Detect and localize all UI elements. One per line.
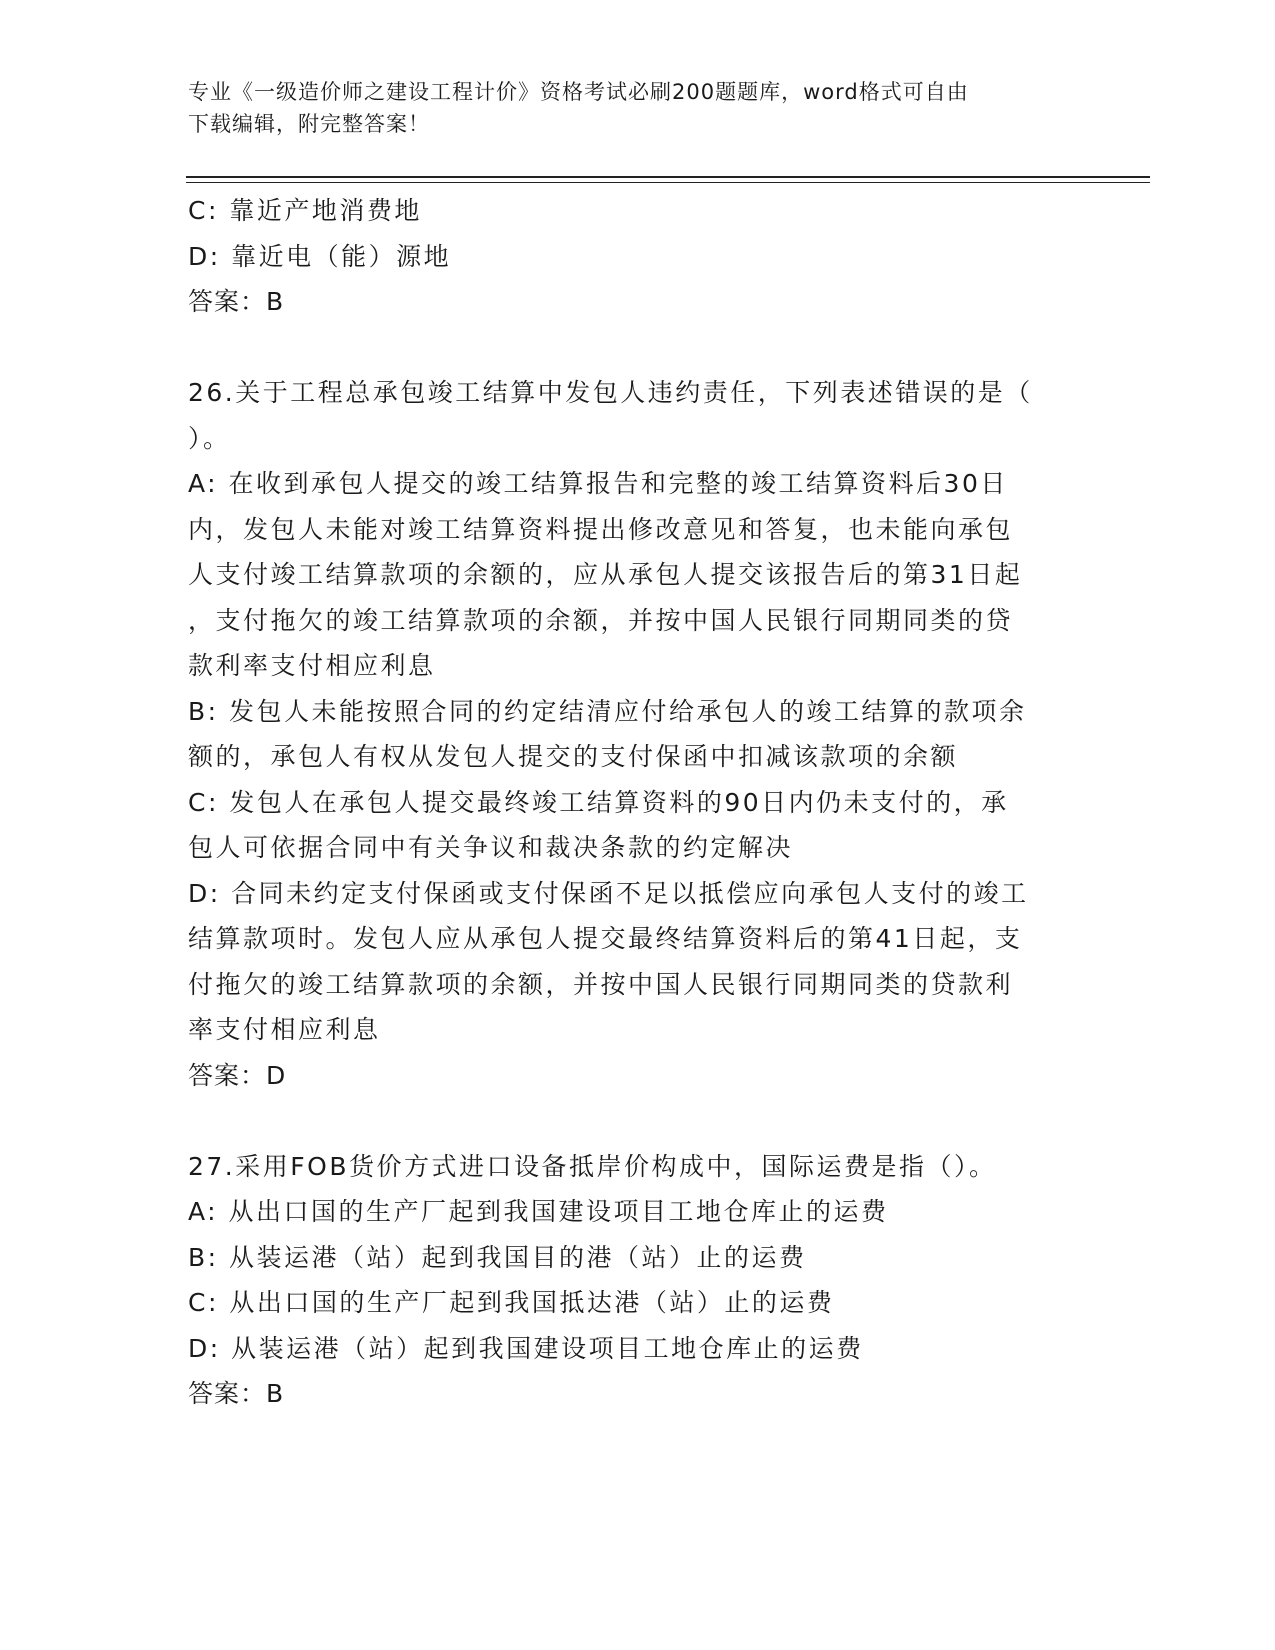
question-stem: 27.采用FOB货价方式进口设备抵岸价构成中，国际运费是指（）。: [188, 1151, 997, 1181]
option-a: ，支付拖欠的竣工结算款项的余额，并按中国人民银行同期同类的贷: [188, 605, 1014, 635]
option-d: D: 从装运港（站）起到我国建设项目工地仓库止的运费: [188, 1333, 864, 1363]
option-c: C: 靠近产地消费地: [188, 196, 422, 225]
page-header: [188, 76, 1068, 140]
option-a: A: 在收到承包人提交的竣工结算报告和完整的竣工结算资料后30日: [188, 469, 1008, 498]
option-a: 人支付竣工结算款项的余额的，应从承包人提交该报告后的第31日起: [188, 560, 1023, 589]
option-a: A: 从出口国的生产厂起到我国建设项目工地仓库止的运费: [188, 1197, 889, 1226]
option-d: 率支付相应利息: [188, 1015, 381, 1044]
option-d: 结算款项时。发包人应从承包人提交最终结算资料后的第41日起，支: [188, 924, 1023, 953]
option-c: C: 发包人在承包人提交最终竣工结算资料的90日内仍未支付的，承: [188, 787, 1009, 817]
document-body: [188, 188, 1078, 1417]
spacer: [188, 1098, 1078, 1144]
option-a: 内，发包人未能对竣工结算资料提出修改意见和答复，也未能向承包: [188, 514, 1014, 544]
header-divider: [186, 176, 1150, 178]
option-d: 付拖欠的竣工结算款项的余额，并按中国人民银行同期同类的贷款利: [188, 969, 1014, 999]
option-a: 款利率支付相应利息: [188, 651, 436, 680]
answer: 答案：D: [188, 1060, 287, 1090]
question-stem: 26.关于工程总承包竣工结算中发包人违约责任，下列表述错误的是（: [188, 378, 1033, 407]
option-b: B: 从装运港（站）起到我国目的港（站）止的运费: [188, 1242, 807, 1272]
option-c: 包人可依据合同中有关争议和裁决条款的约定解决: [188, 833, 794, 862]
spacer: [188, 325, 1078, 371]
answer: 答案：B: [188, 287, 285, 316]
option-b: 额的，承包人有权从发包人提交的支付保函中扣减该款项的余额: [188, 742, 959, 771]
header-line: 专业《一级造价师之建设工程计价》资格考试必刷200题题库，word格式可自由: [188, 80, 969, 104]
option-b: B: 发包人未能按照合同的约定结清应付给承包人的竣工结算的款项余: [188, 696, 1027, 726]
question-27: [188, 1144, 1078, 1417]
answer: 答案：B: [188, 1379, 285, 1408]
prev-question-tail: [188, 188, 1078, 325]
header-line: 下载编辑，附完整答案！: [188, 112, 430, 136]
option-d: D: 合同未约定支付保函或支付保函不足以抵偿应向承包人支付的竣工: [188, 878, 1029, 908]
option-d: D: 靠近电（能）源地: [188, 241, 452, 271]
header-divider-thin: [186, 182, 1150, 183]
question-26: [188, 370, 1078, 1098]
question-stem: ）。: [188, 423, 231, 453]
option-c: C: 从出口国的生产厂起到我国抵达港（站）止的运费: [188, 1288, 835, 1317]
